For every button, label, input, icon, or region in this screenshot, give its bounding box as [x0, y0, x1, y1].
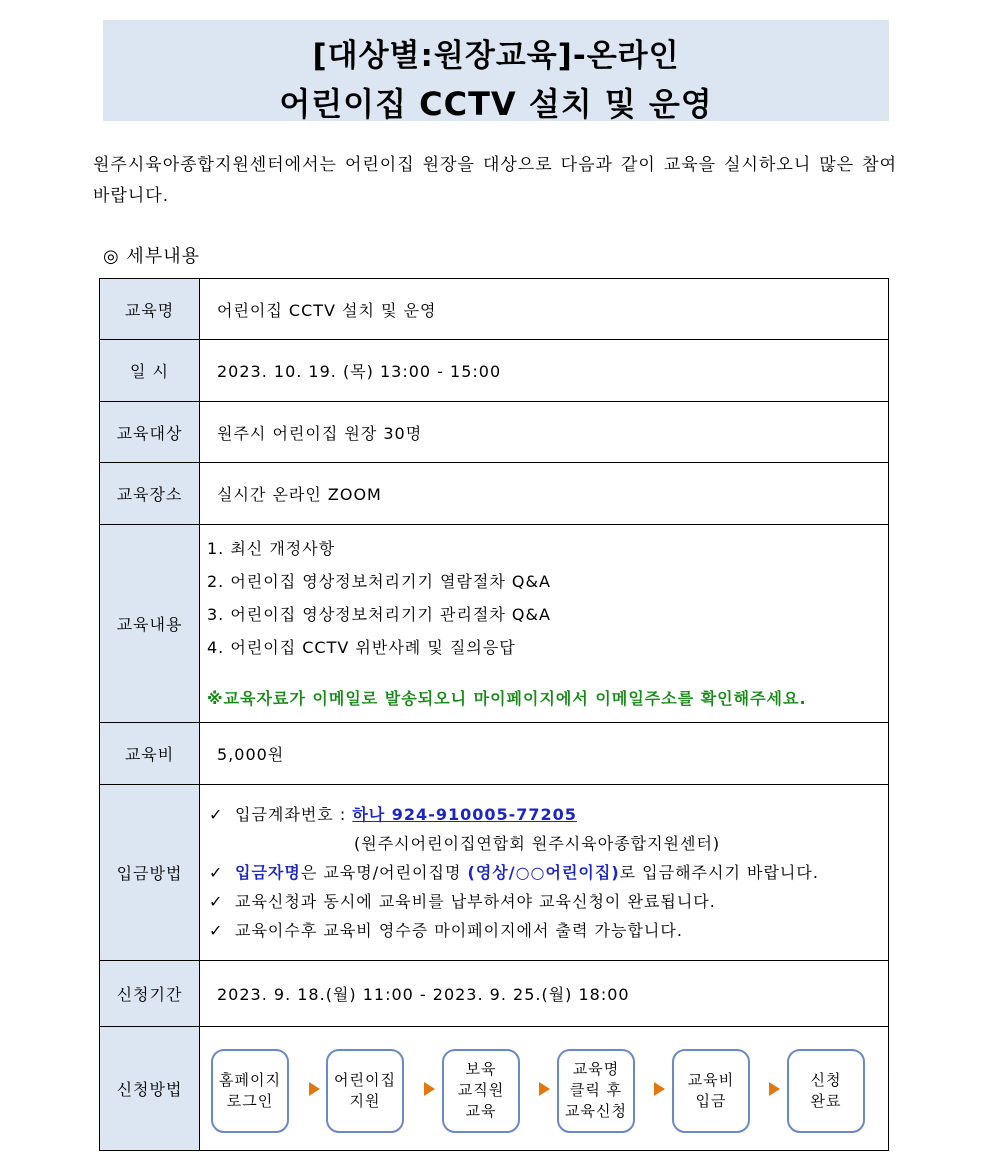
- checkmark-icon: ✓: [209, 863, 224, 882]
- label-method: 신청방법: [100, 1027, 200, 1151]
- arrow-right-icon: [654, 1082, 665, 1096]
- checkmark-icon: ✓: [209, 805, 224, 824]
- value-datetime: 2023. 10. 19. (목) 13:00 - 15:00: [200, 340, 889, 402]
- title-banner: [103, 20, 889, 121]
- section-heading: ◎ 세부내용: [103, 246, 200, 267]
- depositor-format: (영상/○○어린이집): [467, 863, 620, 882]
- checkmark-icon: ✓: [209, 892, 224, 911]
- row-period: [100, 961, 889, 1027]
- payment-account-line: [209, 800, 887, 829]
- value-location: 실시간 온라인 ZOOM: [200, 463, 889, 525]
- email-notice: ※교육자료가 이메일로 발송되오니 마이페이지에서 이메일주소를 확인해주세요.: [207, 689, 807, 708]
- row-payment: [100, 785, 889, 961]
- label-period: 신청기간: [100, 961, 200, 1027]
- account-holder: (원주시어린이집연합회 원주시육아종합지원센터): [354, 834, 721, 853]
- intro-paragraph: 원주시육아종합지원센터에서는 어린이집 원장을 대상으로 다음과 같이 교육을 실시하오니 많은 참여 바랍니다.: [93, 155, 897, 206]
- content-item: 2. 어린이집 영상정보처리기기 열람절차 Q&A: [207, 572, 551, 591]
- row-fee: [100, 723, 889, 785]
- arrow-right-icon: [539, 1082, 550, 1096]
- payment-note: 교육이수후 교육비 영수증 마이페이지에서 출력 가능합니다.: [235, 921, 683, 940]
- checkmark-icon: ✓: [209, 921, 224, 940]
- value-payment: [200, 785, 889, 961]
- row-method: [100, 1027, 889, 1151]
- value-content: [200, 525, 889, 723]
- label-target: 교육대상: [100, 402, 200, 463]
- account-label: 입금계좌번호 :: [235, 805, 353, 824]
- value-course-name: 어린이집 CCTV 설치 및 운영: [200, 279, 889, 340]
- depositor-end-text: 로 입금해주시기 바랍니다.: [619, 863, 819, 882]
- application-steps: [201, 1029, 887, 1149]
- row-datetime: [100, 340, 889, 402]
- title-line-2: 어린이집 CCTV 설치 및 운영: [279, 85, 713, 123]
- payment-note-line: [209, 916, 887, 945]
- payment-depositor-line: [209, 858, 887, 887]
- step-box: 홈페이지 로그인: [211, 1049, 289, 1133]
- content-item: 4. 어린이집 CCTV 위반사례 및 질의응답: [207, 638, 516, 657]
- details-table: [99, 278, 889, 1151]
- label-datetime: 일 시: [100, 340, 200, 402]
- content-item: 1. 최신 개정사항: [207, 539, 336, 558]
- step-box: 어린이집 지원: [326, 1049, 404, 1133]
- value-target: 원주시 어린이집 원장 30명: [200, 402, 889, 463]
- step-box: 보육 교직원 교육: [442, 1049, 520, 1133]
- label-payment: 입금방법: [100, 785, 200, 961]
- label-course-name: 교육명: [100, 279, 200, 340]
- value-period: 2023. 9. 18.(월) 11:00 - 2023. 9. 25.(월) 18:00: [200, 961, 889, 1027]
- row-location: [100, 463, 889, 525]
- arrow-right-icon: [769, 1082, 780, 1096]
- row-content: [100, 525, 889, 723]
- label-content: 교육내용: [100, 525, 200, 723]
- payment-note-line: [209, 887, 887, 916]
- payment-note: 교육신청과 동시에 교육비를 납부하셔야 교육신청이 완료됩니다.: [235, 892, 716, 911]
- row-target: [100, 402, 889, 463]
- arrow-right-icon: [309, 1082, 320, 1096]
- title-line-1: [대상별:원장교육]-온라인: [312, 38, 680, 74]
- row-course-name: [100, 279, 889, 340]
- value-method: [200, 1027, 889, 1151]
- arrow-right-icon: [424, 1082, 435, 1096]
- value-fee: 5,000원: [200, 723, 889, 785]
- step-box: 신청 완료: [787, 1049, 865, 1133]
- step-box: 교육명 클릭 후 교육신청: [557, 1049, 635, 1133]
- depositor-mid-text: 은 교육명/어린이집명: [300, 863, 468, 882]
- label-fee: 교육비: [100, 723, 200, 785]
- content-item: 3. 어린이집 영상정보처리기기 관리절차 Q&A: [207, 605, 551, 624]
- step-box: 교육비 입금: [672, 1049, 750, 1133]
- label-location: 교육장소: [100, 463, 200, 525]
- account-number: 하나 924-910005-77205: [352, 805, 577, 824]
- depositor-name-label: 입금자명: [235, 863, 301, 882]
